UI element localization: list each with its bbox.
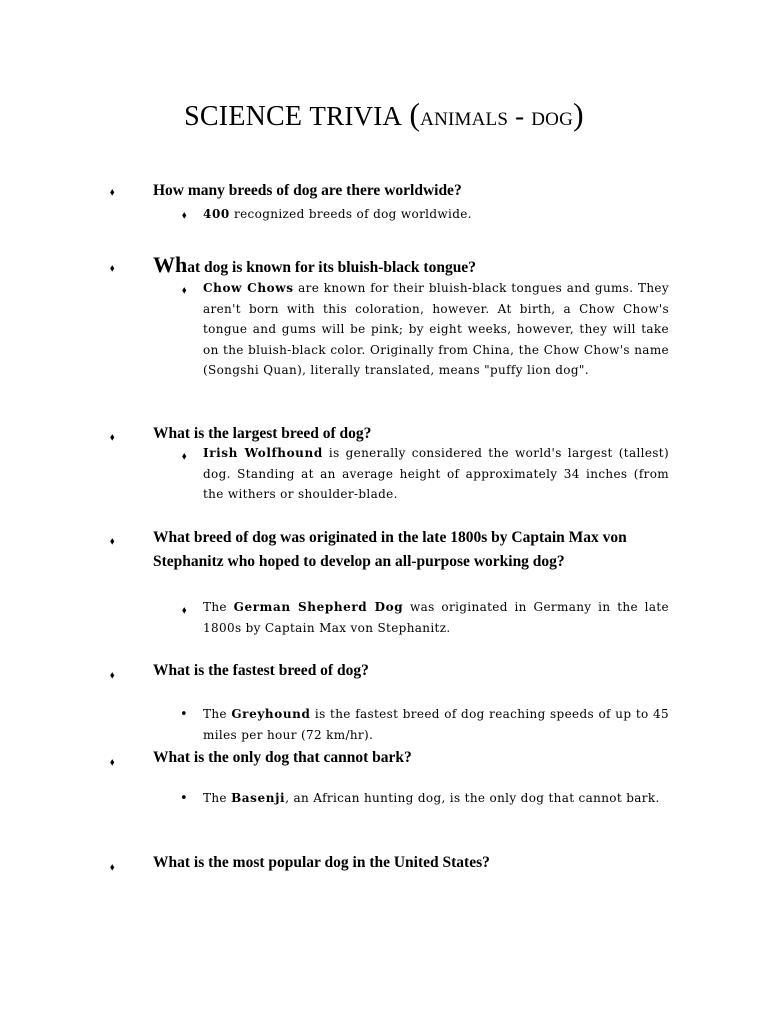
title-close-paren: ): [572, 96, 584, 132]
answer-dot-icon: •: [180, 707, 188, 722]
page-title: [0, 96, 768, 133]
question-2-lead: Wh: [153, 252, 188, 277]
question-6: What is the only dog that cannot bark?: [153, 749, 412, 766]
question-4: What breed of dog was originated in the late 1800s by Captain Max von Stephanitz who hoped to develop an all-purpose working dog?: [153, 529, 627, 570]
answer-bullet-icon: ⬧: [182, 605, 187, 616]
answer-2-highlight: Chow Chows: [203, 281, 294, 295]
question-1: How many breeds of dog are there worldwide?: [153, 182, 462, 199]
question-bullet-icon: ⬧: [110, 187, 115, 198]
answer-1: [203, 204, 669, 225]
title-subject: animals - dog: [420, 101, 573, 131]
question-3: What is the largest breed of dog?: [153, 425, 372, 442]
answer-6-highlight: Basenji: [231, 791, 286, 805]
question-bullet-icon: ⬧: [110, 263, 115, 274]
answer-3-text: is generally considered the world's largest (tallest) dog. Standing at an average height of approximately 34 inches (from the withers or shoulder-blade.: [203, 446, 669, 501]
answer-1-text: recognized breeds of dog worldwide.: [229, 207, 472, 221]
answer-1-highlight: 400: [203, 207, 230, 221]
answer-3: [203, 443, 669, 505]
answer-bullet-icon: ⬧: [182, 285, 187, 296]
question-2-text: at dog is known for its bluish-black tongue?: [187, 259, 476, 276]
answer-3-highlight: Irish Wolfhound: [203, 446, 323, 460]
answer-5-prefix: The: [203, 707, 232, 721]
answer-5-highlight: Greyhound: [231, 707, 311, 721]
title-trivia: TRIVIA: [309, 101, 403, 131]
answer-2-text: are known for their bluish-black tongues and gums. They aren't born with this coloration, however. At birth, a Chow Chow's tongue and gums will be pink; by eight weeks, however, they will take on the bluish-black color. Originally from China, the Chow Chow's name (Songshi Quan), literally translated, means "puffy lion dog".: [203, 281, 670, 377]
question-bullet-icon: ⬧: [110, 432, 115, 443]
title-science: SCIENCE: [184, 101, 303, 132]
question-5: What is the fastest breed of dog?: [153, 662, 369, 679]
answer-5-text: is the fastest breed of dog reaching speeds of up to 45 miles per hour (72 km/hr).: [203, 707, 669, 742]
answer-bullet-icon: ⬧: [182, 210, 187, 221]
question-bullet-icon: ⬧: [110, 536, 115, 547]
answer-4: [203, 597, 669, 638]
question-bullet-icon: ⬧: [110, 670, 115, 681]
answer-2: [203, 278, 669, 381]
answer-bullet-icon: ⬧: [182, 451, 187, 462]
answer-4-prefix: The: [203, 600, 234, 614]
answer-6-prefix: The: [203, 791, 232, 805]
answer-4-text: was originated in Germany in the late 1800s by Captain Max von Stephanitz.: [203, 600, 669, 635]
answer-5: [203, 704, 669, 745]
question-7: What is the most popular dog in the United States?: [153, 854, 490, 871]
answer-dot-icon: •: [180, 791, 188, 806]
answer-4-highlight: German Shepherd Dog: [233, 600, 404, 614]
answer-6-text: , an African hunting dog, is the only dog that cannot bark.: [285, 791, 660, 805]
title-open-paren: (: [409, 96, 421, 132]
answer-6: [203, 788, 669, 809]
question-2: [153, 253, 673, 280]
question-bullet-icon: ⬧: [110, 757, 115, 768]
question-bullet-icon: ⬧: [110, 862, 115, 873]
